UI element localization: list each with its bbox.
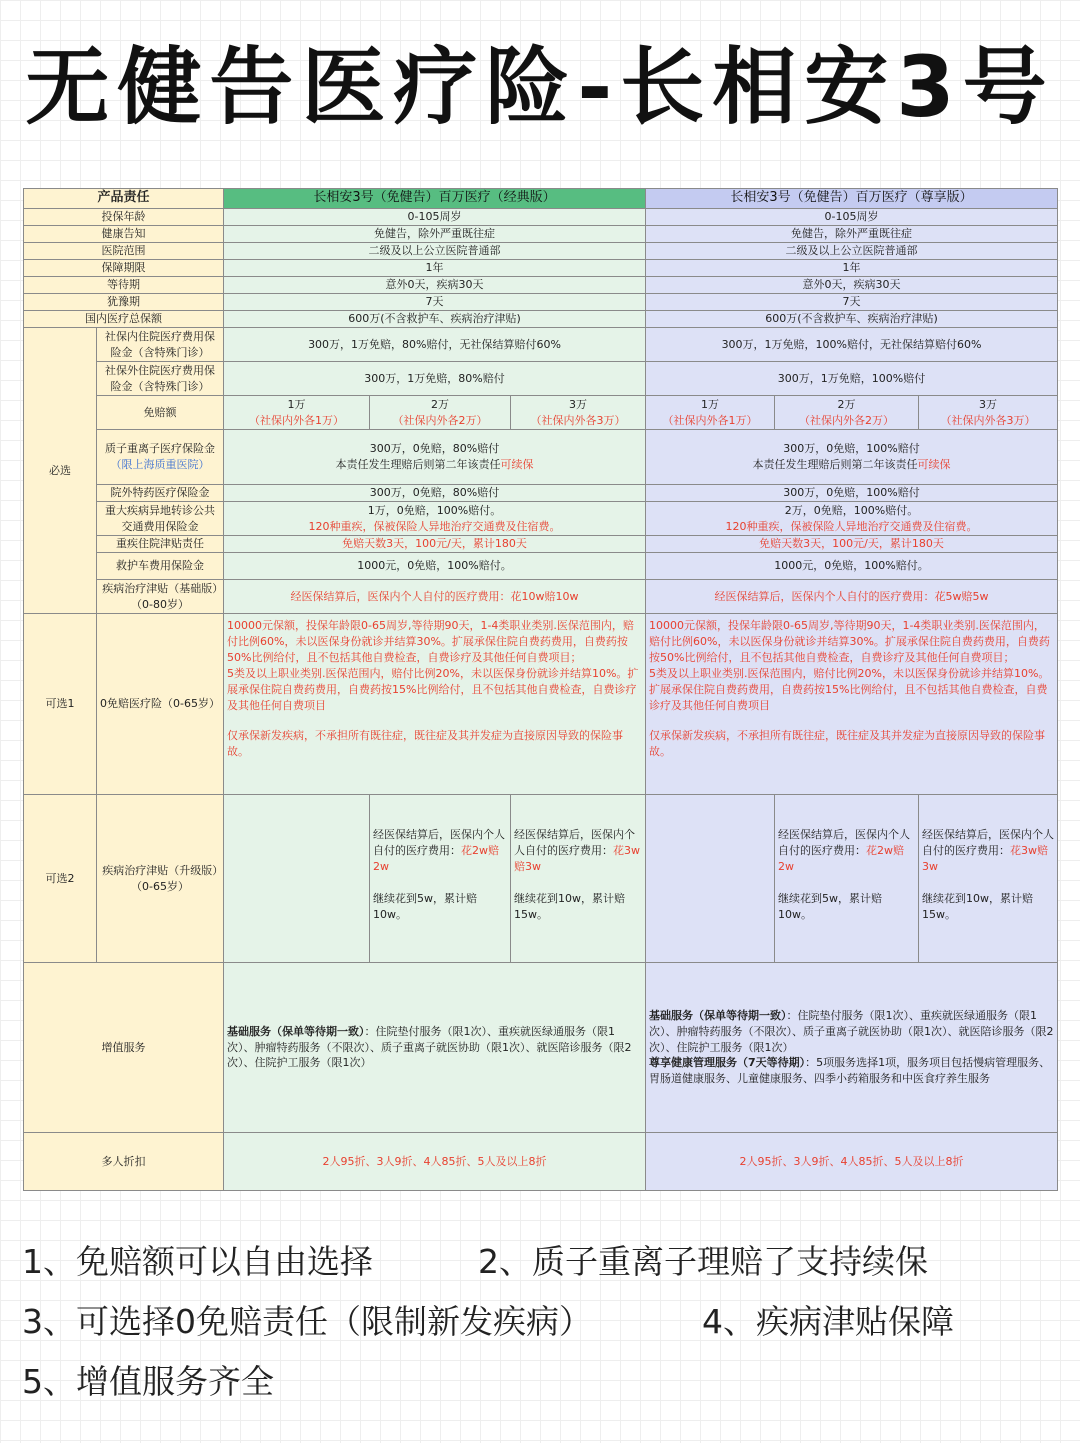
premium-cell: 经医保结算后，医保内个人自付的医疗费用：花5w赔5w [646, 580, 1058, 614]
classic-cell: 300万，0免赔，80%赔付 [224, 485, 646, 502]
row-label: 0免赔医疗险（0-65岁） [97, 614, 224, 795]
spacer [514, 799, 642, 827]
spacer [514, 875, 642, 891]
premium-cell [646, 963, 1058, 1133]
row-label: 免赔额 [97, 396, 224, 430]
spacer [373, 875, 507, 891]
classic-cell [370, 795, 511, 963]
opt2-text: 经医保结算后，医保内个人自付的医疗费用： [778, 828, 911, 857]
proton-classic-text: 本责任发生理赔后则第二年该责任 [335, 458, 501, 471]
optional1-classic-p1: 10000元保额，投保年龄限0-65周岁,等待期90天，1-4类职业类别.医保范围内，赔付比例60%，未以医保身份就诊并结算30%。扩展承保住院自费药费用，自费药按50%比例给付，且不包括其他自费检查，自费诊疗及其他任何自费项目； [227, 619, 634, 664]
optional1-premium-p1: 10000元保额，投保年龄限0-65周岁,等待期90天，1-4类职业类别.医保范围内，赔付比例60%，未以医保身份就诊并结算30%。扩展承保住院自费药费用，自费药按50%比例给付，且不包括其他自费检查，自费诊疗及其他任何自费项目； [649, 619, 1050, 664]
deductible-amount: 2万 [837, 397, 856, 411]
optional2-row [24, 795, 1058, 963]
deductible-amount: 1万 [701, 397, 720, 411]
classic-cell: 1年 [224, 260, 646, 277]
classic-cell: 二级及以上公立医院普通部 [224, 243, 646, 260]
deductible-row [24, 396, 1058, 430]
table-row [24, 277, 1058, 294]
premium-cell: 7天 [646, 294, 1058, 311]
transport-classic-line: 1万，0免赔，100%赔付。 [367, 503, 502, 517]
premium-cell: 二级及以上公立医院普通部 [646, 243, 1058, 260]
va-classic-text: ：住院垫付服务（限1次）、重疾就医绿通服务（限1次）、肿瘤特药服务（不限次）、质子重离子就医协助（限1次）、就医陪诊服务（限2次）、住院护工服务（限1次） [227, 1024, 632, 1070]
optional1-premium-p3: 仅承保新发疾病，不承担所有既往症，既往症及其并发症为直接原因导致的保险事故。 [649, 728, 1046, 758]
row-label: 健康告知 [24, 226, 224, 243]
header-classic: 长相安3号（免健告）百万医疗（经典版） [224, 189, 646, 209]
proton-label: 质子重离子医疗保险金 [105, 442, 215, 456]
transport-classic-red: 120种重疾 [308, 519, 363, 533]
classic-cell: 0-105周岁 [224, 209, 646, 226]
premium-cell: 300万，0免赔，100%赔付 [646, 485, 1058, 502]
premium-empty-cell [646, 795, 775, 963]
premium-cell [775, 795, 919, 963]
row-label: 重大疾病异地转诊公共交通费用保险金 [97, 502, 224, 536]
row-label: 疾病治疗津贴（基础版）（0-80岁） [97, 580, 224, 614]
deductible-option [370, 396, 511, 430]
premium-cell [646, 614, 1058, 795]
premium-cell: 600万(不含救护车、疾病治疗津贴) [646, 311, 1058, 328]
row-label: 国内医疗总保额 [24, 311, 224, 328]
opt2-text: 经医保结算后，医保内个人自付的医疗费用： [373, 828, 506, 857]
opt2-red: 花3w赔3w [922, 843, 1049, 873]
optional1-classic-p2: 5类及以上职业类别.医保范围内，赔付比例20%，未以医保身份就诊并结算10%。扩展承保住院自费药费用，自费药按15%比例给付，且不包括其他自费检查，自费诊疗及其他任何自费项目 [227, 666, 639, 712]
premium-cell: 意外0天，疾病30天 [646, 277, 1058, 294]
premium-cell: 1年 [646, 260, 1058, 277]
deductible-option [646, 396, 775, 430]
table-row [24, 553, 1058, 580]
opt2-red: 花3w赔3w [514, 843, 641, 873]
spacer [649, 714, 1054, 728]
table-row [24, 362, 1058, 396]
opt2-more: 继续花到10w，累计赔15w。 [922, 891, 1034, 921]
premium-cell: 300万，1万免赔，100%赔付 [646, 362, 1058, 396]
renewable-tag: 可续保 [917, 458, 951, 471]
spacer [922, 875, 1054, 891]
row-label: 社保外住院医疗费用保险金（含特殊门诊） [97, 362, 224, 396]
deductible-note: （社保内外各3万） [530, 413, 626, 427]
deductible-option [775, 396, 919, 430]
premium-cell: 免健告，除外严重既往症 [646, 226, 1058, 243]
proton-classic-note [227, 457, 642, 473]
row-label: 重疾住院津贴责任 [97, 536, 224, 553]
deductible-option [919, 396, 1058, 430]
optional1-row [24, 614, 1058, 795]
proton-premium-line: 300万，0免赔，100%赔付 [783, 442, 920, 456]
opt2-more: 继续花到5w，累计赔10w。 [373, 891, 478, 921]
proton-premium-text: 本责任发生理赔后则第二年该责任 [752, 458, 918, 471]
premium-cell [646, 502, 1058, 536]
opt2-more: 继续花到10w，累计赔15w。 [514, 891, 626, 921]
premium-cell: 免赔天数3天，100元/天，累计180天 [646, 536, 1058, 553]
note-item: 5、增值服务齐全 [22, 1362, 274, 1401]
value-added-row [24, 963, 1058, 1133]
classic-cell: 300万，1万免赔，80%赔付，无社保结算赔付60% [224, 328, 646, 362]
row-label: 救护车费用保险金 [97, 553, 224, 580]
group-label-optional2: 可选2 [24, 795, 97, 963]
row-label: 疾病治疗津贴（升级版）（0-65岁） [97, 795, 224, 963]
classic-cell [224, 430, 646, 485]
note-item: 3、可选择0免赔责任（限制新发疾病） [22, 1302, 592, 1341]
premium-cell [646, 430, 1058, 485]
table-row [24, 260, 1058, 277]
group-label-required: 必选 [24, 328, 97, 614]
opt2-more: 继续花到5w，累计赔10w。 [778, 891, 883, 921]
deductible-amount: 3万 [979, 397, 998, 411]
classic-cell: 经医保结算后，医保内个人自付的医疗费用：花10w赔10w [224, 580, 646, 614]
row-label: 社保内住院医疗费用保险金（含特殊门诊） [97, 328, 224, 362]
optional1-classic-p3: 仅承保新发疾病，不承担所有既往症，既往症及其并发症为直接原因导致的保险事故。 [227, 728, 624, 758]
note-item: 4、疾病津贴保障 [702, 1302, 954, 1341]
classic-empty-cell [224, 795, 370, 963]
deductible-option [224, 396, 370, 430]
row-label: 保障期限 [24, 260, 224, 277]
page-title: 无健告医疗险-长相安3号 [25, 38, 1055, 136]
opt2-text: 经医保结算后，医保内个人自付的医疗费用： [514, 828, 636, 857]
classic-cell [224, 502, 646, 536]
row-label: 犹豫期 [24, 294, 224, 311]
discount-row [24, 1133, 1058, 1191]
classic-cell: 意外0天，疾病30天 [224, 277, 646, 294]
deductible-option [511, 396, 646, 430]
table-row [24, 485, 1058, 502]
classic-cell: 免赔天数3天，100元/天，累计180天 [224, 536, 646, 553]
proton-label-note: （限上海质重医院） [110, 458, 210, 471]
spacer [922, 799, 1054, 827]
va-premium-text: ：住院垫付服务（限1次）、重疾就医绿通服务（限1次）、肿瘤特药服务（不限次）、质子重离子就医协助（限1次）、就医陪诊服务（限2次）、住院护工服务（限1次） [649, 1008, 1054, 1054]
deductible-note: （社保内外各2万） [799, 413, 895, 427]
premium-cell: 2人95折、3人9折、4人85折、5人及以上8折 [646, 1133, 1058, 1191]
transport-classic-note [227, 519, 642, 535]
table-row [24, 502, 1058, 536]
header-premium: 长相安3号（免健告）百万医疗（尊享版） [646, 189, 1058, 209]
opt2-text: 经医保结算后，医保内个人自付的医疗费用： [922, 828, 1055, 857]
table-row [24, 226, 1058, 243]
premium-cell: 0-105周岁 [646, 209, 1058, 226]
row-label: 院外特药医疗保险金 [97, 485, 224, 502]
spacer [227, 714, 642, 728]
table-row [24, 209, 1058, 226]
transport-premium-rest: ，保被保险人异地治疗交通费及住宿费。 [779, 519, 978, 533]
spacer [778, 875, 915, 891]
opt2-red: 花2w赔2w [778, 843, 905, 873]
table-row [24, 430, 1058, 485]
classic-cell [224, 963, 646, 1133]
proton-classic-line: 300万，0免赔，80%赔付 [369, 442, 500, 456]
header-row [24, 189, 1058, 209]
deductible-amount: 1万 [287, 397, 306, 411]
table-row [24, 536, 1058, 553]
table-row [24, 243, 1058, 260]
deductible-note: （社保内外各3万） [940, 413, 1036, 427]
classic-cell [224, 614, 646, 795]
opt2-red: 花2w赔2w [373, 843, 500, 873]
comparison-table [23, 188, 1058, 1191]
premium-cell: 1000元，0免赔，100%赔付。 [646, 553, 1058, 580]
transport-premium-line: 2万，0免赔，100%赔付。 [784, 503, 919, 517]
table-row [24, 328, 1058, 362]
classic-cell: 1000元，0免赔，100%赔付。 [224, 553, 646, 580]
classic-cell: 免健告，除外严重既往症 [224, 226, 646, 243]
deductible-note: （社保内外各1万） [249, 413, 345, 427]
row-label: 等待期 [24, 277, 224, 294]
proton-premium-note [649, 457, 1054, 473]
transport-premium-red: 120种重疾 [725, 519, 780, 533]
spacer [373, 799, 507, 827]
renewable-tag: 可续保 [500, 458, 534, 471]
row-label: 医院范围 [24, 243, 224, 260]
header-label: 产品责任 [24, 189, 224, 209]
optional1-premium-p2: 5类及以上职业类别.医保范围内，赔付比例20%，未以医保身份就诊并结算10%。扩展承保住院自费药费用，自费药按15%比例给付，且不包括其他自费检查，自费诊疗及其他任何自费项目 [649, 666, 1050, 712]
classic-cell: 2人95折、3人9折、4人85折、5人及以上8折 [224, 1133, 646, 1191]
note-item: 2、质子重离子理赔了支持续保 [478, 1242, 928, 1281]
row-label: 投保年龄 [24, 209, 224, 226]
classic-cell: 300万，1万免赔，80%赔付 [224, 362, 646, 396]
row-label: 增值服务 [24, 963, 224, 1133]
va-premium-text2: ：5项服务选择1项，服务项目包括慢病管理服务、胃肠道健康服务、儿童健康服务、四季小药箱服务和中医食疗养生服务 [649, 1056, 1051, 1086]
classic-cell: 600万(不含救护车、疾病治疗津贴) [224, 311, 646, 328]
va-premium-bold2: 尊享健康管理服务（7天等待期） [649, 1056, 806, 1070]
premium-cell [919, 795, 1058, 963]
deductible-note: （社保内外各2万） [392, 413, 488, 427]
table-row [24, 311, 1058, 328]
classic-cell: 7天 [224, 294, 646, 311]
deductible-amount: 2万 [431, 397, 450, 411]
premium-cell: 300万，1万免赔，100%赔付，无社保结算赔付60% [646, 328, 1058, 362]
note-item: 1、免赔额可以自由选择 [22, 1242, 373, 1281]
transport-premium-note [649, 519, 1054, 535]
deductible-note: （社保内外各1万） [662, 413, 758, 427]
va-premium-bold: 基础服务（保单等待期一致） [649, 1008, 787, 1022]
transport-classic-rest: ，保被保险人异地治疗交通费及住宿费。 [362, 519, 561, 533]
spacer [778, 799, 915, 827]
va-classic-bold: 基础服务（保单等待期一致） [227, 1024, 365, 1038]
classic-cell [511, 795, 646, 963]
row-label: 多人折扣 [24, 1133, 224, 1191]
table-row [24, 294, 1058, 311]
deductible-amount: 3万 [569, 397, 588, 411]
table-row [24, 580, 1058, 614]
group-label-optional1: 可选1 [24, 614, 97, 795]
row-label [97, 430, 224, 485]
